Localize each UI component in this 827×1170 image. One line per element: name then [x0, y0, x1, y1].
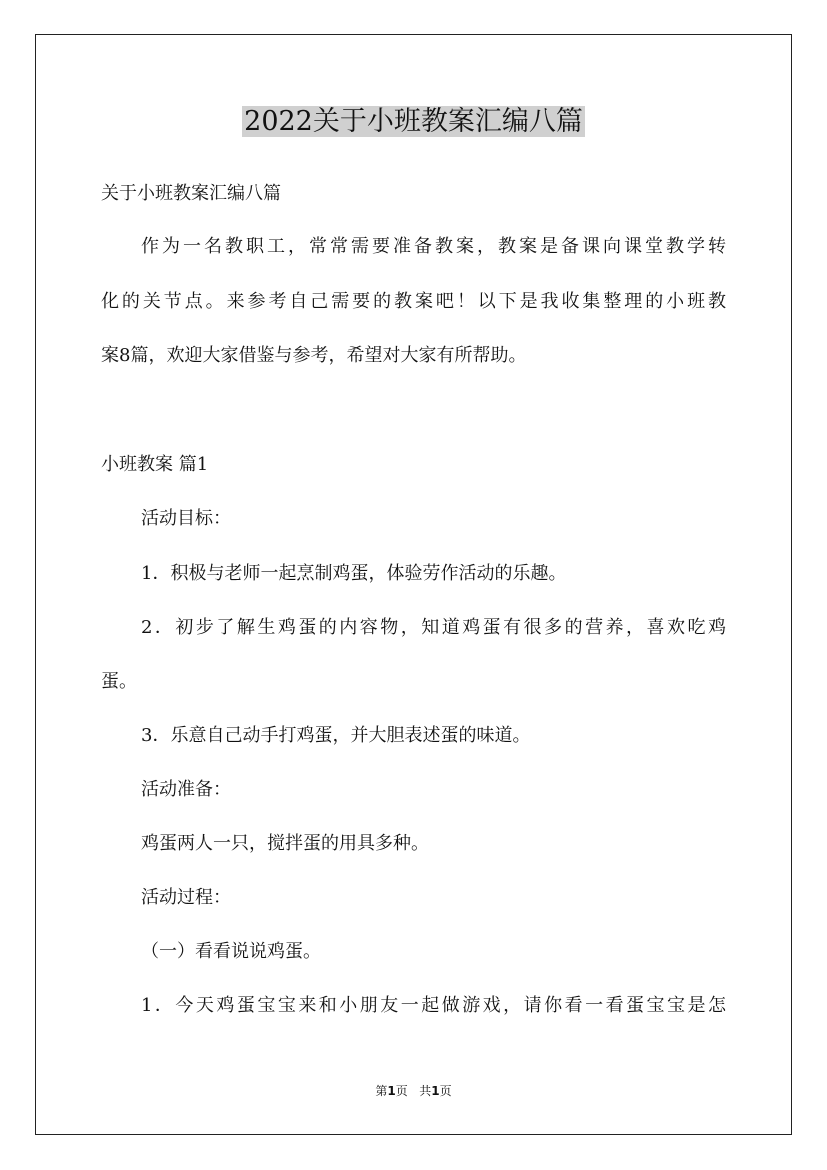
intro-line-1: 作为一名教职工，常常需要准备教案，教案是备课向课堂教学转 [141, 236, 726, 257]
page-footer [0, 1083, 827, 1099]
goal-item-1: 1．积极与老师一起烹制鸡蛋，体验劳作活动的乐趣。 [141, 563, 567, 584]
goal-item-2-continued: 蛋。 [101, 671, 137, 692]
footer-page-current: 1 [387, 1084, 396, 1098]
prep-heading: 活动准备： [141, 779, 231, 800]
document-title-text: 2022关于小班教案汇编八篇 [244, 106, 583, 137]
document-subtitle: 关于小班教案汇编八篇 [101, 183, 281, 204]
footer-total-pages: 1 [431, 1084, 440, 1098]
goal-heading: 活动目标： [141, 508, 231, 529]
footer-page-suffix: 页 [395, 1084, 408, 1098]
intro-line-2: 化的关节点。来参考自己需要的教案吧！以下是我收集整理的小班教 [101, 291, 726, 312]
section-heading: 小班教案 篇1 [101, 454, 209, 475]
goal-item-2: 2．初步了解生鸡蛋的内容物，知道鸡蛋有很多的营养，喜欢吃鸡 [141, 617, 726, 638]
process-heading: 活动过程： [141, 887, 231, 908]
footer-page-prefix: 第 [375, 1084, 388, 1098]
step-heading: （一）看看说说鸡蛋。 [141, 941, 321, 962]
footer-total-suffix: 页 [439, 1084, 452, 1098]
step-text: 1．今天鸡蛋宝宝来和小朋友一起做游戏，请你看一看蛋宝宝是怎 [141, 995, 726, 1016]
goal-item-3: 3．乐意自己动手打鸡蛋，并大胆表述蛋的味道。 [141, 725, 531, 746]
document-title [0, 100, 827, 144]
intro-line-3: 案8篇，欢迎大家借鉴与参考，希望对大家有所帮助。 [101, 345, 527, 366]
footer-total-prefix: 共 [419, 1084, 432, 1098]
prep-text: 鸡蛋两人一只，搅拌蛋的用具多种。 [141, 833, 429, 854]
